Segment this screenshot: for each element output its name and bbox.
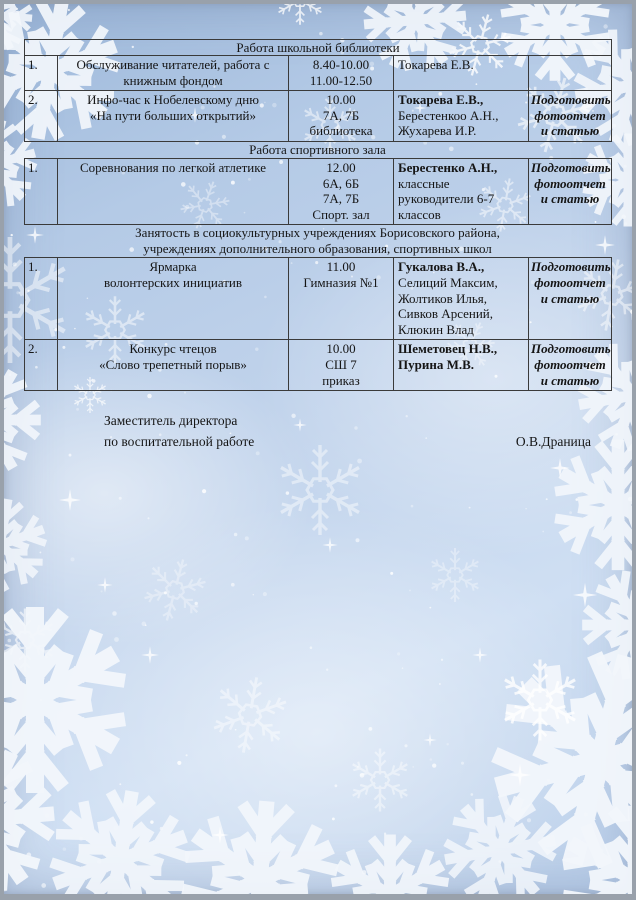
responsible-cell <box>394 91 529 142</box>
time-line: 8.40-10.00 <box>312 57 370 72</box>
snow-dot-icon <box>70 557 74 561</box>
snowflake-icon <box>435 785 565 900</box>
responsible-cell <box>394 340 529 391</box>
sparkle-icon <box>423 733 436 746</box>
signature-position-line: Заместитель директора <box>104 413 238 429</box>
snow-dot-icon <box>461 762 464 765</box>
snow-dot-icon <box>150 820 153 823</box>
activity-line: Инфо-час к Нобелевскому дню <box>87 92 259 108</box>
responsible-line: Берестенкоо А.Н., <box>398 107 499 123</box>
snow-dot-icon <box>194 602 197 605</box>
signature-position-line: по воспитательной работе <box>104 434 255 450</box>
activity-cell <box>58 340 289 391</box>
snow-dot-icon <box>112 611 117 616</box>
snow-dot-icon <box>240 895 243 898</box>
snow-dot-icon <box>542 531 544 533</box>
activity-cell <box>58 258 289 340</box>
snow-dot-icon <box>263 592 267 596</box>
snow-dot-icon <box>326 669 328 671</box>
section-title-row <box>25 40 612 56</box>
sociocultural-section-table <box>24 257 612 391</box>
responsible-line: руководители 6-7 <box>398 191 495 207</box>
section-title <box>24 225 611 257</box>
snow-dot-icon <box>402 667 404 669</box>
responsible-line: Жолтиков Илья, <box>398 290 488 306</box>
activity-cell <box>58 158 289 224</box>
snowflake-icon <box>429 548 481 602</box>
snow-dot-icon <box>186 754 188 756</box>
sparkle-icon <box>59 489 81 511</box>
time-line: 10.00 <box>326 341 356 357</box>
library-section-table <box>24 39 612 142</box>
snow-dot-icon <box>253 594 254 595</box>
responsible-line: Шеметовец Н.В., <box>398 341 498 357</box>
snow-dot-icon <box>119 497 122 500</box>
document-content <box>24 39 611 452</box>
snow-dot-icon <box>525 508 526 509</box>
snow-dot-icon <box>416 895 420 899</box>
time-line: 12.00 <box>326 159 356 175</box>
snow-dot-icon <box>569 511 572 514</box>
responsible-line: Селиций Максим, <box>398 274 498 290</box>
table-row <box>25 258 612 340</box>
activity-cell <box>58 91 289 142</box>
snow-dot-icon <box>7 639 11 643</box>
snow-dot-icon <box>68 9 70 11</box>
time-place-cell <box>289 340 394 391</box>
responsible-line: Пурина М.В. <box>398 356 475 372</box>
row-number: 1. <box>25 56 58 91</box>
time-place-cell <box>289 158 394 224</box>
snow-dot-icon <box>412 766 414 768</box>
time-place-cell <box>289 91 394 142</box>
snow-dot-icon <box>119 783 121 785</box>
sparkle-icon <box>141 646 159 664</box>
time-line: 11.00 <box>326 259 356 275</box>
snow-dot-icon <box>618 0 623 3</box>
snow-dot-icon <box>231 583 235 587</box>
responsible-line: классные <box>398 175 450 191</box>
snow-dot-icon <box>319 32 323 36</box>
time-line: 6А, 6Б <box>322 175 360 191</box>
snow-dot-icon <box>441 659 443 661</box>
sparkle-icon <box>573 583 597 607</box>
snow-dot-icon <box>142 622 147 627</box>
snow-dot-icon <box>411 505 414 508</box>
snow-dot-icon <box>404 744 407 747</box>
snowflake-icon <box>277 445 363 535</box>
time-place-cell <box>289 56 394 91</box>
table-row <box>25 158 612 224</box>
snow-dot-icon <box>430 758 433 761</box>
snow-dot-icon <box>39 551 41 553</box>
table-row <box>25 91 612 142</box>
section-title-line: Работа спортивного зала <box>249 141 386 157</box>
sports-section-table <box>24 158 612 225</box>
activity-line: «На пути больших открытий» <box>90 107 256 123</box>
activity-line: волонтерских инициатив <box>103 274 243 290</box>
responsible-line: Клюкин Влад <box>398 321 474 337</box>
snowflake-icon <box>138 552 212 628</box>
activity-line: «Слово трепетный порыв» <box>99 356 247 372</box>
snowflake-icon <box>0 496 49 593</box>
snow-dot-icon <box>63 847 67 851</box>
time-line: СШ 7 <box>325 356 357 372</box>
table-row <box>25 340 612 391</box>
snow-dot-icon <box>575 498 578 501</box>
snow-dot-icon <box>446 743 448 745</box>
snow-dot-icon <box>275 893 280 898</box>
sparkle-icon <box>322 537 337 552</box>
snow-dot-icon <box>470 793 473 796</box>
note-cell: Подготовить фотоотчет и статью <box>529 258 612 340</box>
snowflake-icon <box>559 446 636 564</box>
responsible-line: Жухарева И.Р. <box>398 123 477 139</box>
snow-dot-icon <box>369 727 373 731</box>
activity-line: Обслуживание читателей, работа с <box>76 57 270 72</box>
time-line: приказ <box>322 372 360 388</box>
row-number: 1. <box>25 258 58 340</box>
snow-dot-icon <box>177 761 181 765</box>
snowflake-icon <box>182 803 338 900</box>
snow-dot-icon <box>286 491 289 494</box>
snowflake-icon <box>335 840 445 900</box>
note-cell: Подготовить фотоотчет и статью <box>529 340 612 391</box>
snow-dot-icon <box>235 729 237 731</box>
responsible-line: Берестенко А.Н., <box>398 159 498 175</box>
snow-dot-icon <box>101 590 103 592</box>
activity-line: Ярмарка <box>149 259 197 275</box>
snowflake-icon <box>350 749 410 812</box>
row-number: 2. <box>25 91 58 142</box>
sparkle-icon <box>472 647 487 662</box>
table-row <box>25 56 612 91</box>
snow-dot-icon <box>356 538 360 542</box>
responsible-line: Токарева Е.В., <box>398 92 484 108</box>
snowflake-icon <box>207 671 292 759</box>
snow-dot-icon <box>245 536 249 540</box>
snowflake-icon <box>0 616 120 784</box>
snow-dot-icon <box>341 0 343 2</box>
activity-cell <box>58 56 289 91</box>
snow-dot-icon <box>546 498 548 500</box>
row-number: 2. <box>25 340 58 391</box>
snow-dot-icon <box>469 507 471 509</box>
snow-dot-icon <box>69 454 72 457</box>
responsible-line: Сивков Арсений, <box>398 306 494 322</box>
snow-dot-icon <box>332 817 335 820</box>
snow-dot-icon <box>114 637 119 642</box>
note-cell <box>529 56 612 91</box>
section-title-line: учреждениях дополнительного образования, спортивных школ <box>143 241 492 257</box>
responsible-line: Гукалова В.А., <box>398 259 485 275</box>
section-title-line: Занятость в социокультурных учреждениях Борисовского района, <box>135 225 500 241</box>
snow-dot-icon <box>335 784 338 787</box>
snow-dot-icon <box>147 517 149 519</box>
snow-dot-icon <box>390 572 393 575</box>
snow-dot-icon <box>397 652 400 655</box>
snow-dot-icon <box>432 763 436 767</box>
snowflake-icon <box>276 0 323 25</box>
snow-dot-icon <box>384 833 386 835</box>
time-line: Спорт. зал <box>312 206 370 222</box>
time-line: 11.00-12.50 <box>309 72 373 88</box>
activity-line: Соревнования по легкой атлетике <box>79 159 267 175</box>
section-title: Работа школьной библиотеки <box>25 40 612 56</box>
snow-dot-icon <box>439 683 441 685</box>
snow-dot-icon <box>357 459 362 464</box>
snow-dot-icon <box>409 589 411 591</box>
sparkle-icon <box>97 577 112 592</box>
responsible-line: классов <box>398 206 441 222</box>
section-title <box>24 142 611 158</box>
snow-dot-icon <box>234 533 238 537</box>
snow-dot-icon <box>603 24 607 28</box>
activity-line: Конкурс чтецов <box>129 341 217 357</box>
snow-dot-icon <box>202 489 206 493</box>
snow-dot-icon <box>41 883 46 888</box>
note-cell: Подготовить фотоотчет и статью <box>529 91 612 142</box>
time-line: 10.00 <box>326 92 356 108</box>
responsible-cell <box>394 158 529 224</box>
activity-line: книжным фондом <box>123 72 223 88</box>
signature-position <box>104 410 254 452</box>
signature-name: О.В.Драница <box>515 434 591 450</box>
snow-dot-icon <box>527 818 531 822</box>
snow-dot-icon <box>11 234 13 236</box>
time-line: 7А, 7Б <box>322 107 360 123</box>
snow-dot-icon <box>310 646 313 649</box>
responsible-cell <box>394 56 529 91</box>
time-line: Гимназия №1 <box>303 274 379 290</box>
time-line: библиотека <box>309 123 373 139</box>
note-cell: Подготовить фотоотчет и статью <box>529 158 612 224</box>
time-line: 7А, 7Б <box>322 191 360 207</box>
snowflake-icon <box>46 787 193 900</box>
snow-dot-icon <box>429 607 431 609</box>
responsible-line: Токарева Е.В. <box>398 57 474 72</box>
time-place-cell <box>289 258 394 340</box>
signature-block <box>104 410 591 452</box>
responsible-cell <box>394 258 529 340</box>
row-number: 1. <box>25 158 58 224</box>
